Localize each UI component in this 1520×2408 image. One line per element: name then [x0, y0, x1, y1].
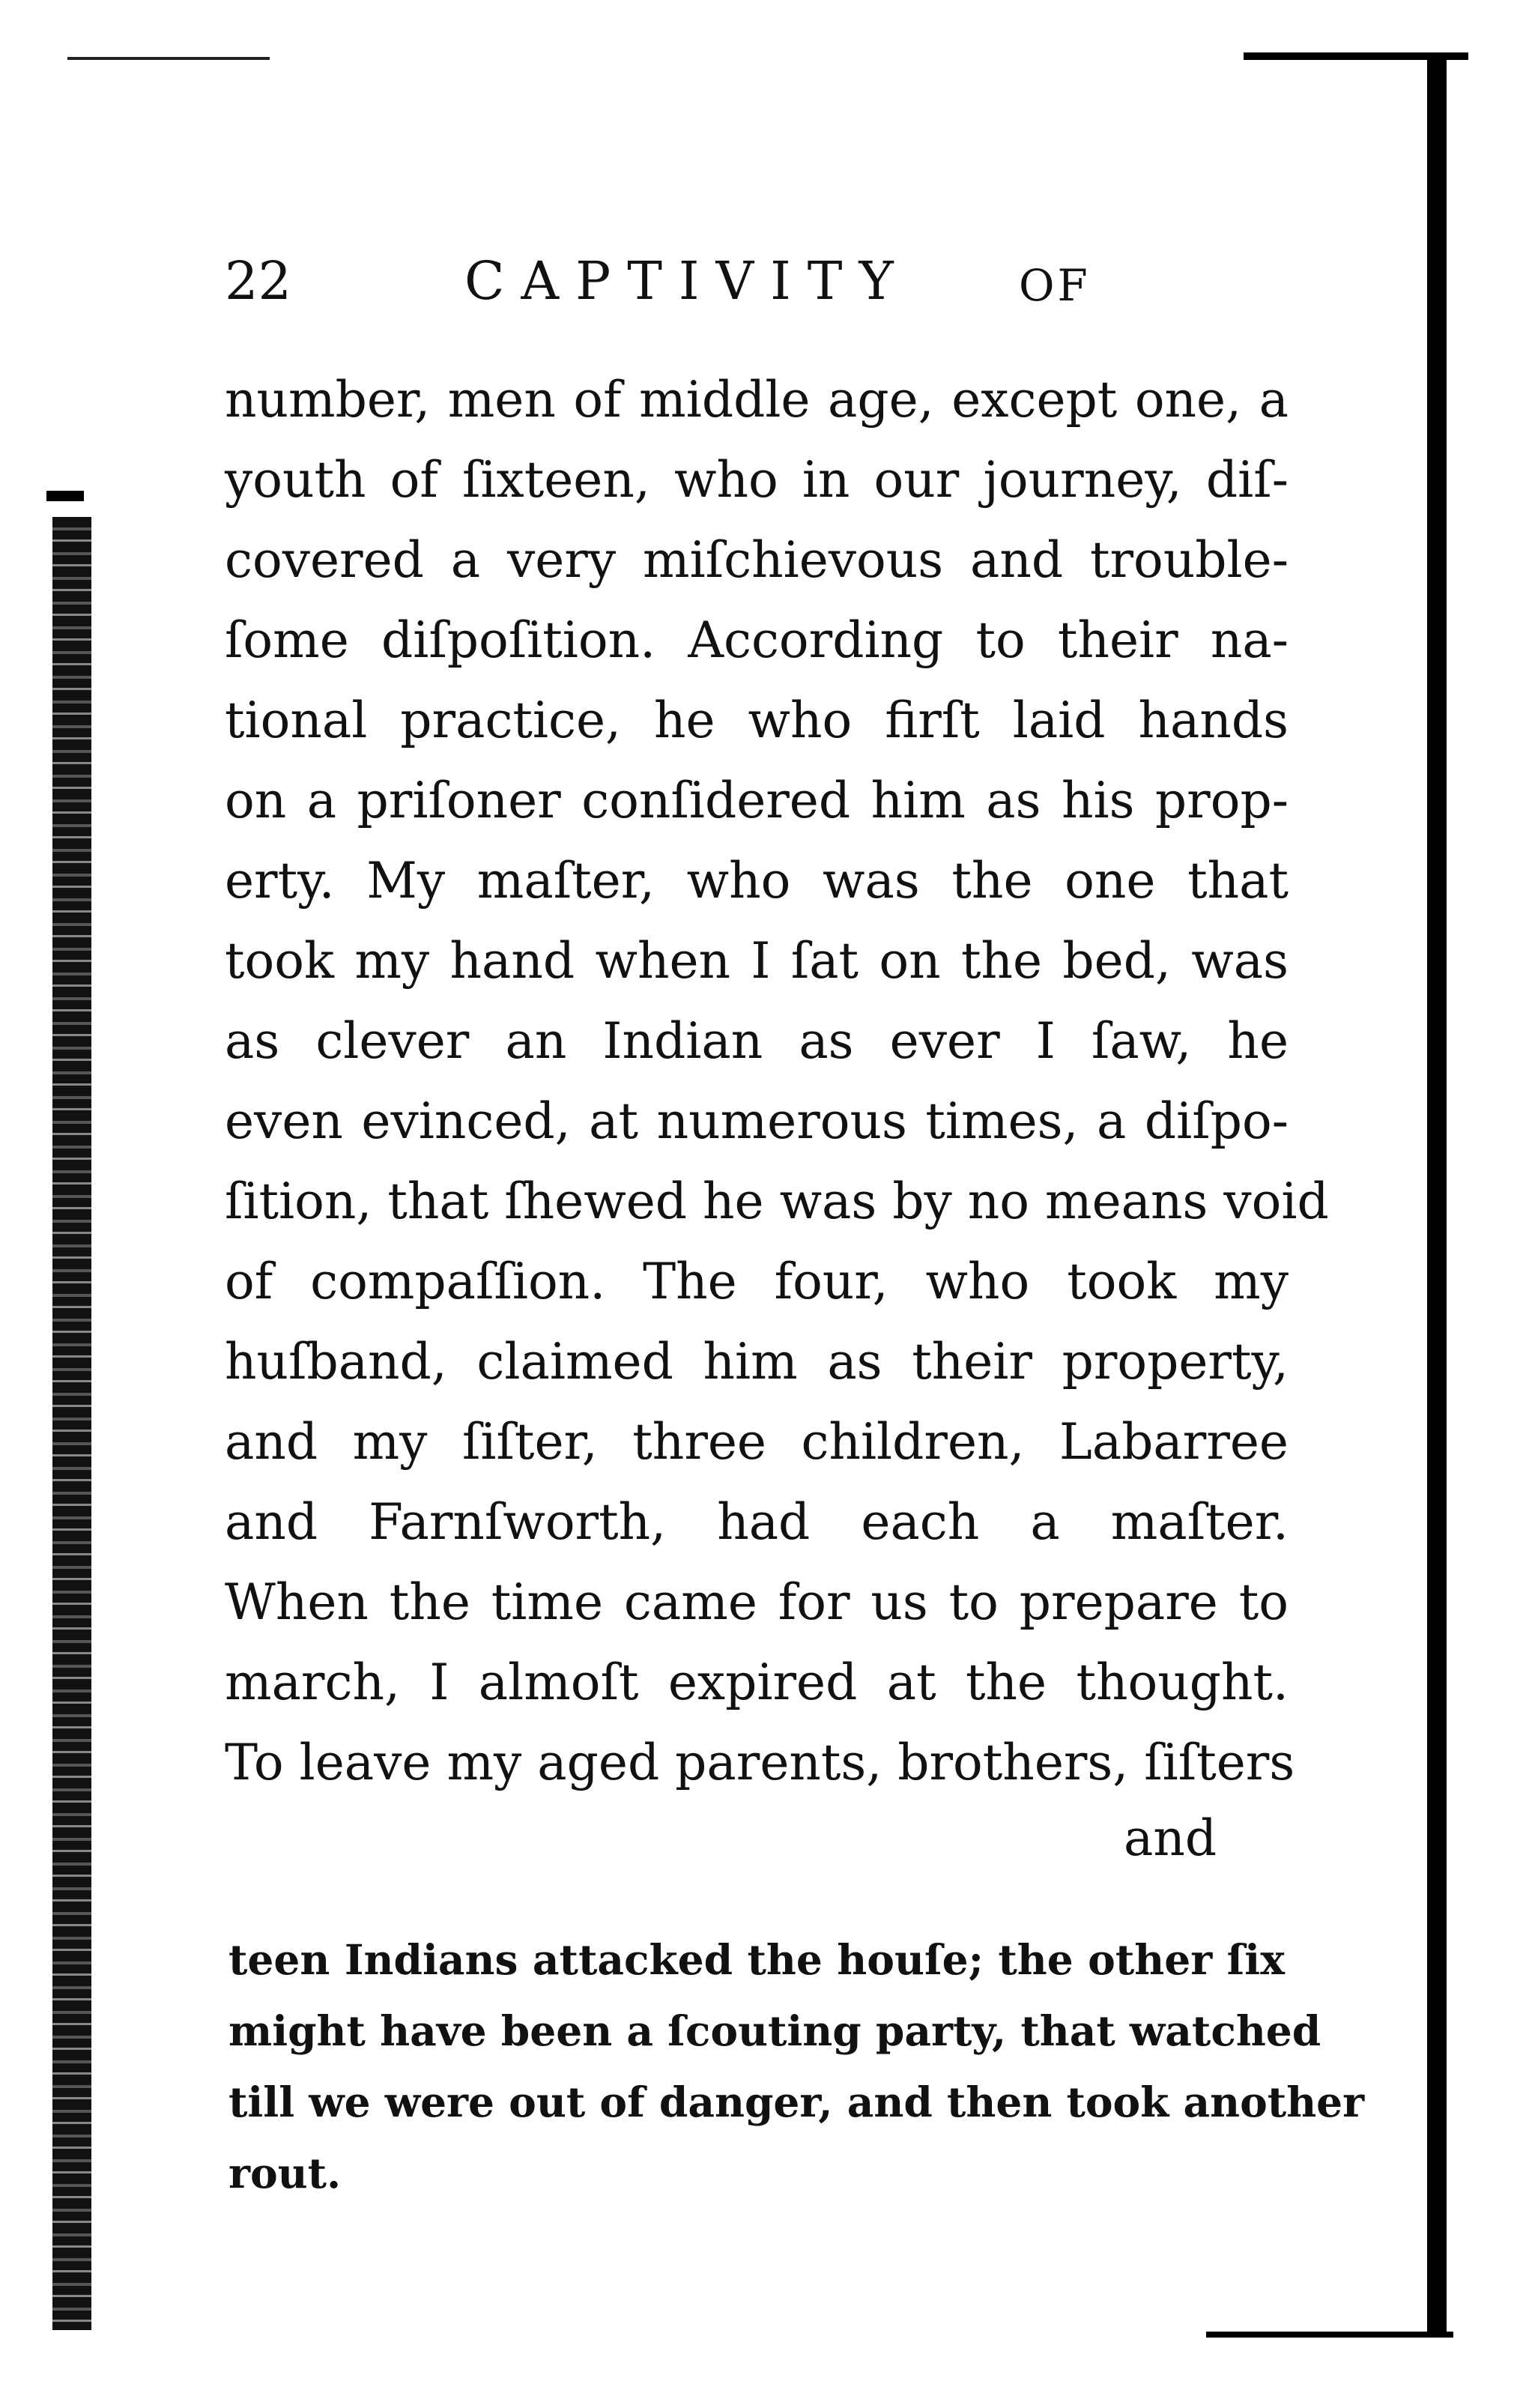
running-title: CAPTIVITY: [464, 250, 910, 312]
right-page-border: [1427, 60, 1447, 2338]
body-line: of compaſſion. The four, who took my: [225, 1253, 1289, 1310]
running-header: [225, 243, 1274, 318]
left-binding-edge: [52, 517, 91, 2330]
body-line: When the time came for us to prepare to: [225, 1573, 1289, 1631]
body-line: To leave my aged parents, brothers, ſiſters: [225, 1734, 1295, 1791]
body-line: covered a very miſchievous and trouble-: [225, 531, 1289, 589]
footnote-line: teen Indians attacked the houſe; the other ſix: [228, 1935, 1285, 1984]
body-line: and my ſiſter, three children, Labarree: [225, 1413, 1289, 1471]
top-right-rule: [1244, 52, 1468, 60]
body-line: huſband, claimed him as their property,: [225, 1333, 1289, 1391]
running-title-suffix: OF: [1019, 260, 1091, 311]
page-number: 22: [225, 250, 292, 312]
bottom-right-rule: [1206, 2332, 1453, 2338]
body-line: and Farnſworth, had each a maſter.: [225, 1493, 1289, 1551]
body-line: tional practice, he who firſt laid hands: [225, 692, 1289, 749]
catchword: and: [1124, 1809, 1217, 1867]
body-line: youth of ſixteen, who in our journey, diſ-: [225, 451, 1289, 509]
body-line: even evinced, at numerous times, a diſpo-: [225, 1092, 1289, 1150]
body-line: on a priſoner conſidered him as his prop-: [225, 772, 1289, 829]
footnote-line: might have been a ſcouting party, that watched: [228, 2006, 1321, 2055]
body-line: took my hand when I ſat on the bed, was: [225, 932, 1289, 990]
body-text: [225, 360, 1329, 1803]
top-left-rule: [67, 57, 270, 60]
left-margin-mark: [46, 491, 84, 501]
body-line: ſome diſpoſition. According to their na-: [225, 611, 1289, 669]
body-line: as clever an Indian as ever I ſaw, he: [225, 1012, 1289, 1070]
body-line: number, men of middle age, except one, a: [225, 371, 1289, 429]
body-line: erty. My maſter, who was the one that: [225, 852, 1289, 910]
footnote-line: till we were out of danger, and then took another: [228, 2078, 1365, 2126]
footnote: [228, 1924, 1365, 2209]
body-line: ſition, that ſhewed he was by no means void: [225, 1173, 1329, 1230]
body-line: march, I almoſt expired at the thought.: [225, 1654, 1289, 1711]
footnote-line: rout.: [228, 2149, 342, 2197]
